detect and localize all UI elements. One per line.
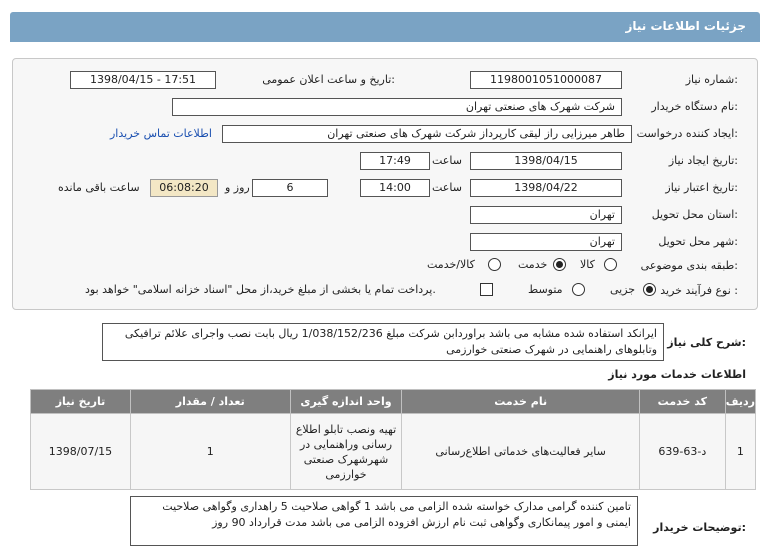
announce-datetime-field: 1398/04/15 - 17:51 [70,71,216,89]
category-radio-service[interactable] [553,258,566,271]
col-row: ردیف [725,390,755,414]
category-option-service: خدمت [518,258,548,271]
created-time-field: 17:49 [360,152,430,170]
category-option-goods-service: کالا/خدمت [427,258,475,271]
remaining-label: ساعت باقی مانده [58,181,140,194]
validity-time-label: ساعت [432,181,462,194]
city-field: تهران [470,233,622,251]
treasury-note: پرداخت تمام یا بخشی از مبلغ خرید،از محل "اسناد خزانه اسلامی" خواهد بود. [85,283,436,296]
category-option-goods: کالا [580,258,595,271]
remaining-time-field: 06:08:20 [150,179,218,197]
category-radio-goods-service[interactable] [488,258,501,271]
services-section-title: اطلاعات خدمات مورد نیاز [608,368,746,381]
cell-need-date: 1398/07/15 [31,414,131,490]
validity-date-label: تاریخ اعتبار نیاز: [665,181,738,194]
process-option-medium: متوسط [528,283,563,296]
col-need-date: تاریخ نیاز [31,390,131,414]
created-date-label: تاریخ ایجاد نیاز: [668,154,738,167]
process-radio-medium[interactable] [572,283,585,296]
buyer-org-label: نام دستگاه خریدار: [651,100,738,113]
process-radio-minor[interactable] [643,283,656,296]
process-option-minor: جزیی [610,283,636,296]
process-type-label: نوع فرآیند خرید : [660,284,738,297]
requester-field: طاهر میرزایی راز لیقی کارپرداز شرکت شهرک های صنعتی تهران [222,125,632,143]
province-field: تهران [470,206,622,224]
buyer-notes-label: توضیحات خریدار: [653,521,746,534]
validity-date-field: 1398/04/22 [470,179,622,197]
col-service-name: نام خدمت [402,390,639,414]
cell-quantity: 1 [130,414,290,490]
cell-unit: تهیه ونصب تابلو اطلاع رسانی وراهنمایی در شهرشهرک صنعتی خوارزمی [290,414,402,490]
description-label: شرح کلی نیاز: [667,336,746,349]
requester-label: ایجاد کننده درخواست: [636,127,738,140]
description-text: ایرانکد استفاده شده مشابه می باشد براوردابن شرکت مبلغ 1/038/152/236 ریال بابت نصب واجرای علائم ترافیکی وتابلوهای راهنمایی در شهرک صنعتی خوارزمی [102,323,664,361]
page-title: جزئیات اطلاعات نیاز [625,19,746,33]
page-header [10,12,760,42]
days-label: روز و [225,181,250,194]
cell-row: 1 [725,414,755,490]
announce-label: تاریخ و ساعت اعلان عمومی: [262,73,395,86]
cell-service-name: سایر فعالیت‌های خدماتی اطلاع‌رسانی [402,414,639,490]
need-number-field: 1198001051000087 [470,71,622,89]
treasury-checkbox[interactable] [480,283,493,296]
days-remaining-field: 6 [252,179,328,197]
province-label: استان محل تحویل: [651,208,738,221]
col-service-code: کد خدمت [639,390,725,414]
need-number-label: شماره نیاز: [685,73,738,86]
buyer-contact-link[interactable]: اطلاعات تماس خریدار [110,127,212,140]
buyer-notes-text: تامین کننده گرامی مدارک خواسته شده الزامی می باشد 1 گواهی صلاحیت 5 راهداری وگواهی صلاحیت ایمنی و امور پیمانکاری وگواهی ثبت نام ارزش افزوده الزامی می باشد مدت قرارداد 90 روز [130,496,638,546]
col-quantity: تعداد / مقدار [130,390,290,414]
table-row [31,414,756,490]
services-table [30,389,756,490]
created-time-label: ساعت [432,154,462,167]
buyer-org-field: شرکت شهرک های صنعتی تهران [172,98,622,116]
services-table-header [31,390,756,414]
category-label: طبقه بندی موضوعی: [640,259,738,272]
cell-service-code: د-63-639 [639,414,725,490]
category-radio-goods[interactable] [604,258,617,271]
created-date-field: 1398/04/15 [470,152,622,170]
col-unit: واحد اندازه گیری [290,390,402,414]
validity-time-field: 14:00 [360,179,430,197]
city-label: شهر محل تحویل: [658,235,738,248]
